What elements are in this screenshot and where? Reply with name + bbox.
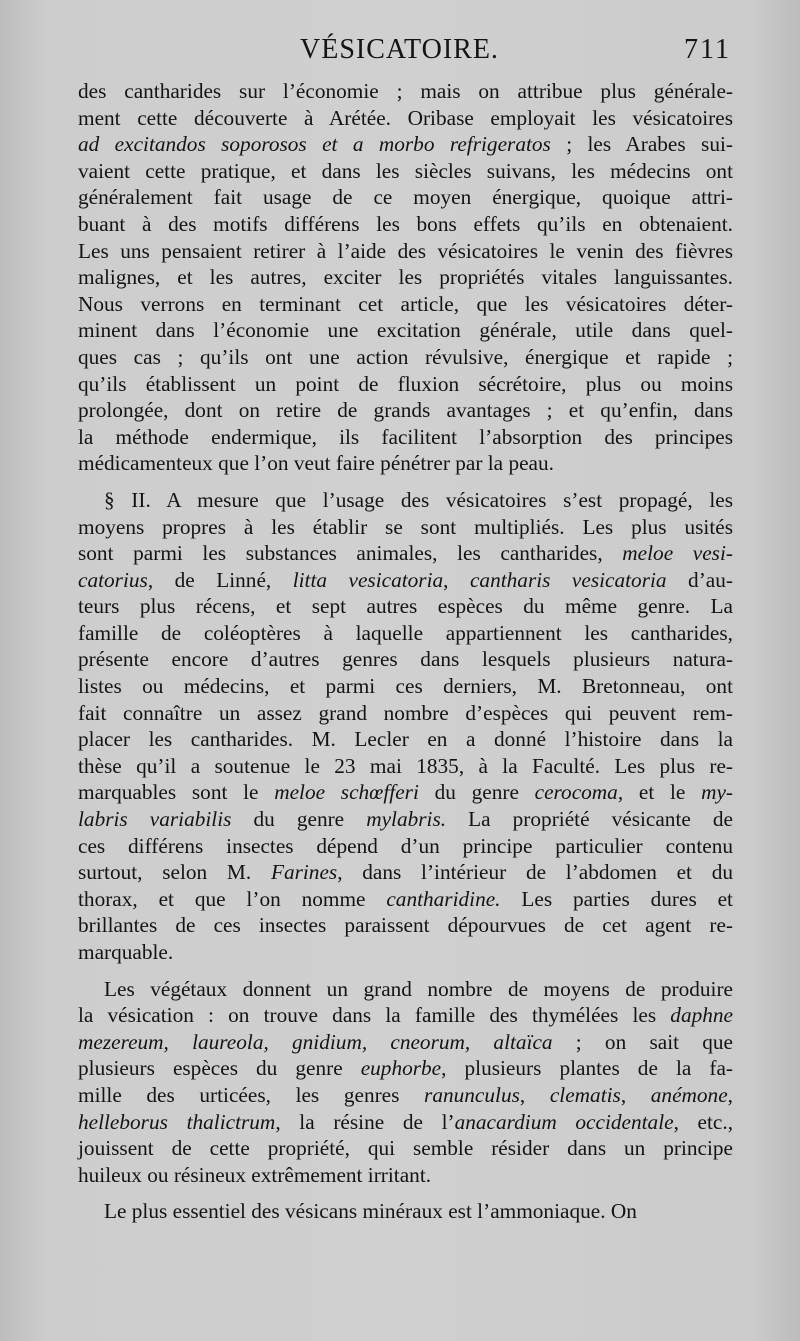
text-run: placer les cantharides. M. Lecler en a donné l’histoire dans la [78, 727, 733, 752]
text-line [78, 397, 733, 424]
text-run: ; les Arabes sui- [550, 132, 733, 157]
text-line [78, 540, 733, 567]
text-run: buant à des motifs différens les bons effets qu’ils en obtenaient. [78, 211, 733, 236]
text-line [78, 78, 733, 105]
text-run: Nous verrons en terminant cet article, que les vésicatoires déter- [78, 291, 733, 316]
italic-run: meloe schœfferi [274, 780, 419, 805]
italic-run: cantharis vesicatoria [469, 567, 667, 592]
italic-run: my- [701, 780, 733, 805]
text-run: la méthode endermique, ils facilitent l’absorption des principes [78, 424, 733, 449]
italic-run: euphorbe [360, 1056, 442, 1081]
text-run: sont parmi les substances animales, les cantharides, [78, 541, 623, 566]
text-run: marquable. [78, 940, 174, 964]
text-run: , [443, 567, 470, 592]
paragraph-1 [78, 78, 733, 487]
italic-run: Farines [270, 860, 338, 885]
text-run: § II. A mesure que l’usage des vésicatoires s’est propagé, les [104, 487, 733, 512]
page-number: 711 [684, 34, 731, 65]
text-run: , et le [617, 780, 702, 805]
italic-run: cantharidine. [386, 886, 501, 911]
text-run: , la résine de l’ [275, 1109, 455, 1134]
text-run: , plusieurs plantes de la fa- [441, 1056, 734, 1081]
text-run: La propriété vésicante de [446, 807, 733, 832]
text-run: teurs plus récens, et sept autres espèces du même genre. La [78, 594, 733, 619]
text-run: , de Linné, [147, 567, 293, 592]
text-run: famille de coléoptères à laquelle appartiennent les cantharides, [78, 620, 733, 645]
text-line [78, 779, 733, 806]
text-run: thorax, et que l’on nomme [78, 886, 387, 911]
italic-run: helleborus thalictrum [78, 1109, 276, 1134]
text-run: huileux ou résineux extrêmement irritant. [78, 1162, 432, 1187]
text-line [78, 450, 733, 477]
text-run: la vésication : on trouve dans la famille des thymélées les [78, 1003, 671, 1028]
italic-run: daphne [670, 1003, 733, 1028]
text-run: Les uns pensaient retirer à l’aide des vésicatoires le venin des fièvres [78, 238, 733, 263]
text-run: minent dans l’économie une excitation générale, utile dans quel- [78, 318, 733, 343]
page-header [0, 26, 800, 76]
text-run: qu’ils établissent un point de fluxion sécrétoire, plus ou moins [78, 371, 733, 396]
text-run: du genre [418, 780, 535, 805]
italic-run: anémone [650, 1082, 728, 1107]
italic-run: meloe vesi- [622, 541, 733, 566]
text-run: ques cas ; qu’ils ont une action révulsive, énergique et rapide ; [78, 344, 733, 369]
italic-run: litta vesicatoria [292, 567, 444, 592]
text-line [78, 1162, 733, 1189]
paragraph-gap [78, 477, 733, 487]
text-run: Le plus essentiel des vésicans minéraux est l’ammoniaque. On [104, 1199, 637, 1224]
text-run: moyens propres à les établir se sont multipliés. Les plus usités [78, 514, 733, 539]
text-line [78, 646, 733, 673]
text-run: , [727, 1082, 733, 1107]
italic-run: cerocoma [534, 780, 618, 805]
text-run: thèse qu’il a soutenue le 23 mai 1835, à la Faculté. Les plus re- [78, 753, 733, 778]
text-line [78, 1002, 733, 1029]
text-line [78, 1135, 733, 1162]
text-line [78, 344, 733, 371]
text-line [78, 238, 733, 265]
text-line [78, 487, 733, 514]
text-line [78, 424, 733, 451]
paragraph-3 [78, 976, 733, 1199]
text-line [78, 264, 733, 291]
body-text [78, 78, 733, 1225]
text-run: , [519, 1082, 550, 1107]
running-head: VÉSICATOIRE. [300, 34, 499, 65]
text-run: présente encore d’autres genres dans lesquels plusieurs natura- [78, 647, 733, 672]
text-line [78, 620, 733, 647]
text-run: vaient cette pratique, et dans les siècles suivans, les médecins ont [78, 158, 733, 183]
text-line [78, 158, 733, 185]
text-line [78, 912, 733, 939]
text-line [78, 806, 733, 833]
text-line [78, 673, 733, 700]
text-run: , dans l’intérieur de l’abdomen et du [337, 860, 734, 885]
text-run: prolongée, dont on retire de grands avantages ; et qu’enfin, dans [78, 398, 733, 423]
text-line [78, 184, 733, 211]
text-run: généralement fait usage de ce moyen énergique, quoique attri- [78, 185, 733, 210]
text-line [78, 726, 733, 753]
text-line [78, 1055, 733, 1082]
text-line [78, 593, 733, 620]
paragraph-2 [78, 487, 733, 976]
italic-run: clematis [549, 1082, 621, 1107]
text-line [78, 105, 733, 132]
text-run: listes ou médecins, et parmi ces derniers, M. Bretonneau, ont [78, 674, 733, 699]
text-line [78, 1109, 733, 1136]
text-line [78, 567, 733, 594]
text-run: , etc., [673, 1109, 734, 1134]
text-run: malignes, et les autres, exciter les propriétés vitales languissantes. [78, 265, 733, 290]
text-line [78, 833, 733, 860]
text-line [78, 211, 733, 238]
text-line [78, 1029, 733, 1056]
text-line [78, 859, 733, 886]
text-line [78, 1082, 733, 1109]
text-run: , [620, 1082, 651, 1107]
text-run: des cantharides sur l’économie ; mais on attribue plus générale- [78, 79, 733, 103]
text-run: médicamenteux que l’on veut faire pénétrer par la peau. [78, 451, 554, 476]
text-run: plusieurs espèces du genre [78, 1056, 361, 1081]
text-run: brillantes de ces insectes paraissent dépourvues de cet agent re- [78, 913, 733, 938]
text-line [78, 886, 733, 913]
paragraph-gap [78, 966, 733, 976]
text-line [78, 514, 733, 541]
italic-run: anacardium occidentale [454, 1109, 674, 1134]
text-run: ment cette découverte à Arétée. Oribase employait les vésicatoires [78, 105, 733, 130]
text-run: ; on sait que [552, 1029, 733, 1054]
paragraph-gap [78, 1188, 733, 1198]
text-line [78, 700, 733, 727]
text-run: surtout, selon M. [78, 860, 271, 885]
text-run: Les parties dures et [500, 886, 733, 911]
text-line [78, 371, 733, 398]
text-run: mille des urticées, les genres [78, 1082, 425, 1107]
italic-run: ad excitandos soporosos et a morbo refrigeratos [78, 132, 551, 157]
text-line [78, 317, 733, 344]
text-line [78, 131, 733, 158]
text-line [78, 976, 733, 1003]
text-run: d’au- [666, 567, 733, 592]
text-line [78, 753, 733, 780]
text-run: jouissent de cette propriété, qui semble résider dans un principe [78, 1136, 733, 1161]
italic-run: ranunculus [424, 1082, 520, 1107]
text-run: Les végétaux donnent un grand nombre de moyens de produire [104, 976, 733, 1001]
italic-run: labris variabilis [78, 807, 232, 832]
text-line [78, 291, 733, 318]
text-run: du genre [231, 807, 367, 832]
italic-run: catorius [78, 567, 148, 592]
text-run: ces différens insectes dépend d’un principe particulier contenu [78, 833, 733, 858]
text-line [78, 1198, 733, 1225]
text-run: marquables sont le [78, 780, 275, 805]
italic-run: mylabris. [366, 807, 447, 832]
paragraph-4 [78, 1198, 733, 1225]
italic-run: mezereum, laureola, gnidium, cneorum, altaïca [78, 1029, 553, 1054]
text-run: fait connaître un assez grand nombre d’espèces qui peuvent rem- [78, 700, 733, 725]
text-line [78, 939, 733, 966]
